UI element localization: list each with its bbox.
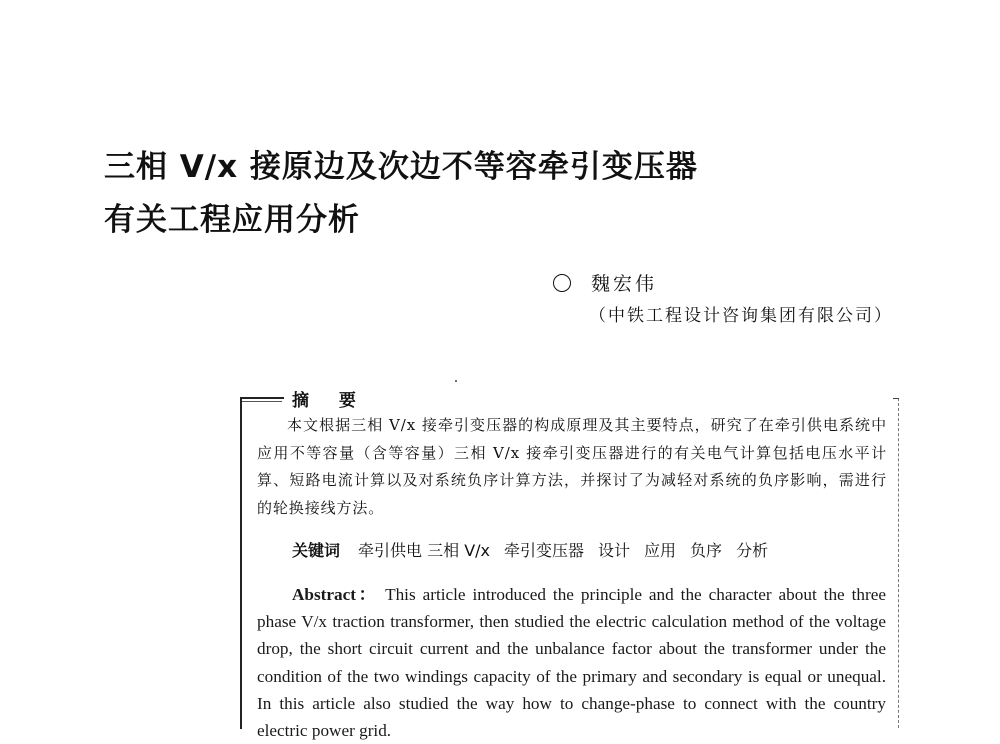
- abstract-heading: 摘 要: [292, 391, 368, 411]
- title-line-2: 有关工程应用分析: [104, 202, 360, 238]
- keyword-item: 分析: [736, 541, 769, 560]
- keywords-line: [292, 537, 782, 565]
- author-bullet-icon: [553, 274, 571, 292]
- keyword-item: 设计: [598, 541, 631, 560]
- scan-speck: [455, 380, 457, 382]
- keyword-item: 应用: [644, 541, 677, 560]
- author-name: 魏宏伟: [591, 273, 658, 295]
- abstract-chinese-text: 本文根据三相 V/x 接牵引变压器的构成原理及其主要特点，研究了在牵引供电系统中应用不等容量（含等容量）三相 V/x 接牵引变压器进行的有关电气计算包括电压水平计算、短路电流计算以及对系统负序计算方法，并探讨了为减轻对系统的负序影响，需进行的轮换接线方法。: [257, 416, 887, 517]
- keyword-item: 牵引变压器: [504, 541, 585, 560]
- abstract-box-right-border: [898, 398, 899, 728]
- author-line: [553, 270, 657, 298]
- keyword-item: 牵引供电 三相 V/x: [358, 541, 490, 560]
- abstract-english-text: This article introduced the principle and the character about the three phase V/x traction transformer, then studied the electric calculation method of the voltage drop, the short circuit current and the unbalance factor about the transformer under the condition of the two windings capacity of the primary and secondary is equal or unequal. In this article also studied the way how to change-phase to connect with the country electric power grid.: [257, 585, 886, 741]
- abstract-english: [257, 581, 886, 744]
- abstract-box-left-border: [240, 399, 242, 729]
- abstract-english-label: Abstract：: [292, 585, 379, 604]
- abstract-box-top-border-inner: [242, 401, 282, 402]
- abstract-box-right-corner: [893, 398, 899, 399]
- abstract-box-top-border: [240, 397, 284, 399]
- title-line-1: 三相 V/x 接原边及次边不等容牵引变压器: [104, 149, 698, 185]
- keywords-label: 关键词: [292, 541, 341, 560]
- keyword-item: 负序: [690, 541, 723, 560]
- paper-title: [104, 141, 698, 247]
- author-affiliation: （中铁工程设计咨询集团有限公司）: [589, 306, 893, 326]
